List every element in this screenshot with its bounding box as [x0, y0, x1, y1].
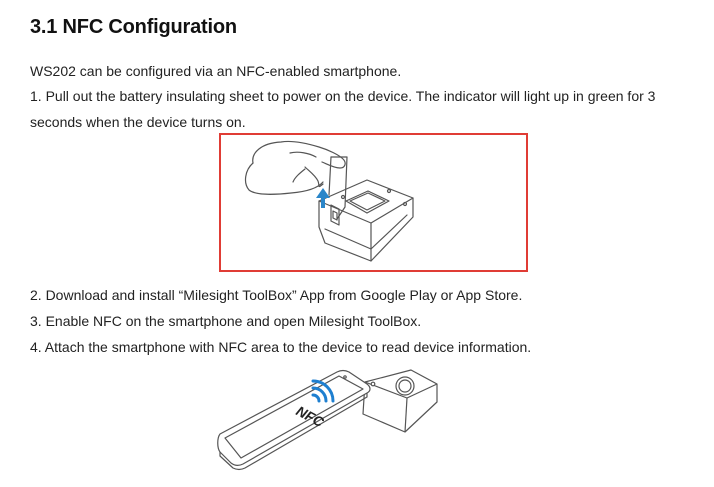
step-3-text: 3. Enable NFC on the smartphone and open Milesight ToolBox. — [30, 313, 422, 329]
nfc-phone-illustration — [215, 362, 440, 480]
section-heading: 3.1 NFC Configuration — [30, 16, 237, 38]
step-4-text: 4. Attach the smartphone with NFC area to the device to read device information. — [30, 339, 532, 355]
step-1-text: 1. Pull out the battery insulating sheet to power on the device. The indicator will light up in green for 3 seconds when the device turns on. — [30, 88, 656, 130]
intro-text: WS202 can be configured via an NFC-enabled smartphone. — [30, 63, 402, 79]
step-2-text: 2. Download and install “Milesight ToolBox” App from Google Play or App Store. — [30, 287, 523, 303]
nfc-logo-text: NFC — [293, 402, 327, 431]
battery-sheet-illustration — [219, 133, 528, 272]
